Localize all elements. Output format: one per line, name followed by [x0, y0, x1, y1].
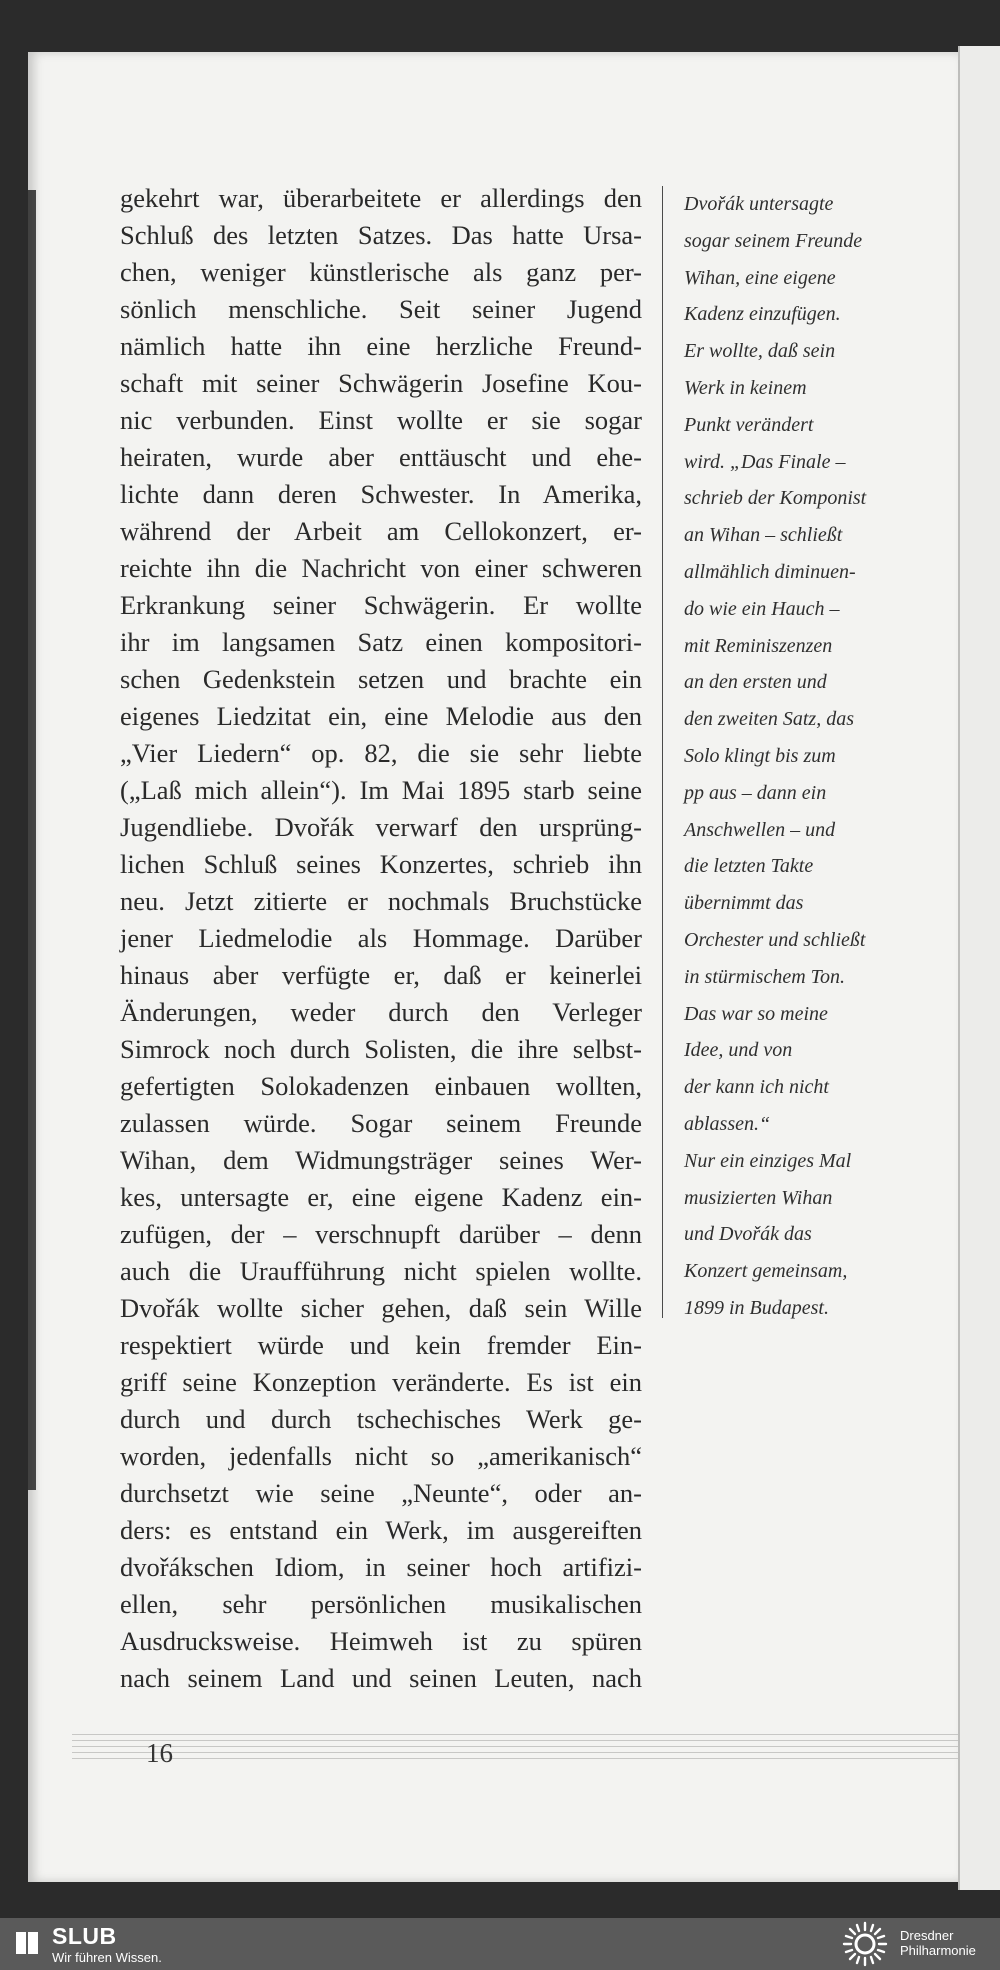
margin-quote-line: übernimmt das	[684, 892, 804, 915]
margin-quote-line: Konzert gemeinsam,	[684, 1260, 848, 1283]
main-text-line: Änderungen, weder durch den Verleger	[120, 997, 642, 1027]
margin-quote-line: allmählich diminuen-	[684, 560, 856, 583]
main-text-line: worden, jedenfalls nicht so „amerikanisch“	[120, 1441, 642, 1471]
main-text-line: hinaus aber verfügte er, daß er keinerlei	[120, 960, 642, 990]
margin-quote-line: Orchester und schließt	[684, 928, 866, 951]
main-text-line: nic verbunden. Einst wollte er sie sogar	[120, 405, 642, 435]
margin-quote-line: in stürmischem Ton.	[684, 965, 845, 988]
margin-quote-line: an den ersten und	[684, 671, 827, 694]
footer-rule-2	[72, 1740, 958, 1741]
margin-quote-line: den zweiten Satz, das	[684, 708, 854, 731]
main-text-line: reichte ihn die Nachricht von einer schweren	[120, 553, 642, 583]
main-text-line: nach seinem Land und seinen Leuten, nach	[120, 1663, 642, 1693]
footer-rule-3	[72, 1746, 958, 1747]
main-text-line: „Vier Liedern“ op. 82, die sie sehr liebte	[120, 738, 642, 768]
margin-quote-line: musizierten Wihan	[684, 1186, 833, 1209]
library-tagline: Wir führen Wissen.	[52, 1950, 162, 1965]
main-text-column	[120, 180, 642, 1697]
page-binding-shadow	[28, 190, 36, 1490]
main-text-line: Wihan, dem Widmungsträger seines Wer-	[120, 1145, 642, 1175]
margin-quote-line: Nur ein einziges Mal	[684, 1149, 852, 1172]
margin-quote-line: wird. „Das Finale –	[684, 450, 846, 473]
main-text-line: kes, untersagte er, eine eigene Kadenz ein-	[120, 1182, 642, 1212]
margin-quote-line: Wihan, eine eigene	[684, 266, 836, 289]
main-text-line: lichen Schluß seines Konzertes, schrieb ihn	[120, 849, 642, 879]
main-text-line: Erkrankung seiner Schwägerin. Er wollte	[120, 590, 642, 620]
main-text-line: Schluß des letzten Satzes. Das hatte Ursa-	[120, 220, 642, 250]
partner-name-line-1: Dresdner	[900, 1928, 954, 1943]
margin-quote-line: mit Reminiszenzen	[684, 634, 833, 657]
margin-quote-line: 1899 in Budapest.	[684, 1296, 829, 1319]
main-text-line: Dvořák wollte sicher gehen, daß sein Wille	[120, 1293, 642, 1323]
margin-quote-line: Dvořák untersagte	[684, 193, 834, 215]
margin-quote-line: die letzten Takte	[684, 855, 814, 878]
main-text-line: schaft mit seiner Schwägerin Josefine Kou-	[120, 368, 642, 398]
main-text-line: Ausdrucksweise. Heimweh ist zu spüren	[120, 1626, 642, 1656]
footer-rule-4	[72, 1752, 958, 1753]
main-text-line: eigenes Liedzitat ein, eine Melodie aus den	[120, 701, 642, 731]
main-text-line: respektiert würde und kein fremder Ein-	[120, 1330, 642, 1360]
main-text-line: schen Gedenkstein setzen und brachte ein	[120, 664, 642, 694]
margin-quote-line: ablassen.“	[684, 1112, 771, 1135]
main-text-line: zulassen würde. Sogar seinem Freunde	[120, 1108, 642, 1138]
main-text-line: durch und durch tschechisches Werk ge-	[120, 1404, 642, 1434]
partner-name[interactable]	[900, 1928, 976, 1958]
main-text-line: ders: es entstand ein Werk, im ausgereiften	[120, 1515, 642, 1545]
margin-quote-line: Solo klingt bis zum	[684, 744, 836, 767]
column-divider	[662, 186, 663, 1318]
main-text-line: chen, weniger künstlerische als ganz per-	[120, 257, 642, 287]
margin-quote-line: Idee, und von	[684, 1039, 793, 1062]
margin-quote-column	[684, 186, 924, 1327]
main-text-line: zufügen, der – verschnupft darüber – denn	[120, 1219, 642, 1249]
main-text-line: heiraten, wurde aber enttäuscht und ehe-	[120, 442, 642, 472]
main-text-line: ihr im langsamen Satz einen kompositori-	[120, 627, 642, 657]
margin-quote-line: an Wihan – schließt	[684, 524, 843, 547]
margin-quote-line: Das war so meine	[684, 1002, 828, 1025]
footer-rule-1	[72, 1734, 958, 1735]
sunburst-icon	[842, 1921, 888, 1967]
main-text-line: gefertigten Solokadenzen einbauen wollten,	[120, 1071, 642, 1101]
main-text-line: gekehrt war, überarbeitete er allerdings den	[120, 183, 642, 213]
footer-rule-5	[72, 1758, 958, 1759]
main-text-line: während der Arbeit am Cellokonzert, er-	[120, 516, 642, 546]
library-name[interactable]: SLUB	[52, 1923, 117, 1949]
main-text-line: lichte dann deren Schwester. In Amerika,	[120, 479, 642, 509]
book-icon	[14, 1930, 40, 1956]
margin-quote-line: und Dvořák das	[684, 1223, 812, 1246]
margin-quote-line: Anschwellen – und	[684, 818, 836, 841]
main-text-line: Jugendliebe. Dvořák verwarf den ursprüng-	[120, 812, 642, 842]
main-text-line: sönlich menschliche. Seit seiner Jugend	[120, 294, 642, 324]
margin-quote-line: schrieb der Komponist	[684, 487, 867, 510]
next-page-edge	[958, 46, 1000, 1890]
page-number: 16	[146, 1738, 173, 1768]
viewer-footer-bar	[0, 1918, 1000, 1970]
main-text-line: dvořákschen Idiom, in seiner hoch artifizi-	[120, 1552, 642, 1582]
main-text-line: durchsetzt wie seine „Neunte“, oder an-	[120, 1478, 642, 1508]
partner-name-line-2: Philharmonie	[900, 1943, 976, 1958]
main-text-line: ellen, sehr persönlichen musikalischen	[120, 1589, 642, 1619]
margin-quote-line: pp aus – dann ein	[684, 781, 827, 804]
main-text-line: jener Liedmelodie als Hommage. Darüber	[120, 923, 642, 953]
margin-quote-line: Punkt verändert	[684, 413, 814, 436]
main-text-line: griff seine Konzeption veränderte. Es ist ein	[120, 1367, 642, 1397]
margin-quote-line: Kadenz einzufügen.	[684, 303, 841, 326]
margin-quote-line: Er wollte, daß sein	[684, 340, 836, 363]
main-text-line: auch die Uraufführung nicht spielen wollte.	[120, 1256, 642, 1286]
main-text-line: („Laß mich allein“). Im Mai 1895 starb seine	[120, 775, 642, 805]
main-text-line: nämlich hatte ihn eine herzliche Freund-	[120, 331, 642, 361]
main-text-line: Simrock noch durch Solisten, die ihre selbst-	[120, 1034, 642, 1064]
margin-quote-line: sogar seinem Freunde	[684, 229, 863, 252]
margin-quote-line: Werk in keinem	[684, 376, 807, 399]
margin-quote-line: do wie ein Hauch –	[684, 597, 840, 620]
main-text-line: neu. Jetzt zitierte er nochmals Bruchstücke	[120, 886, 642, 916]
margin-quote-line: der kann ich nicht	[684, 1076, 829, 1099]
